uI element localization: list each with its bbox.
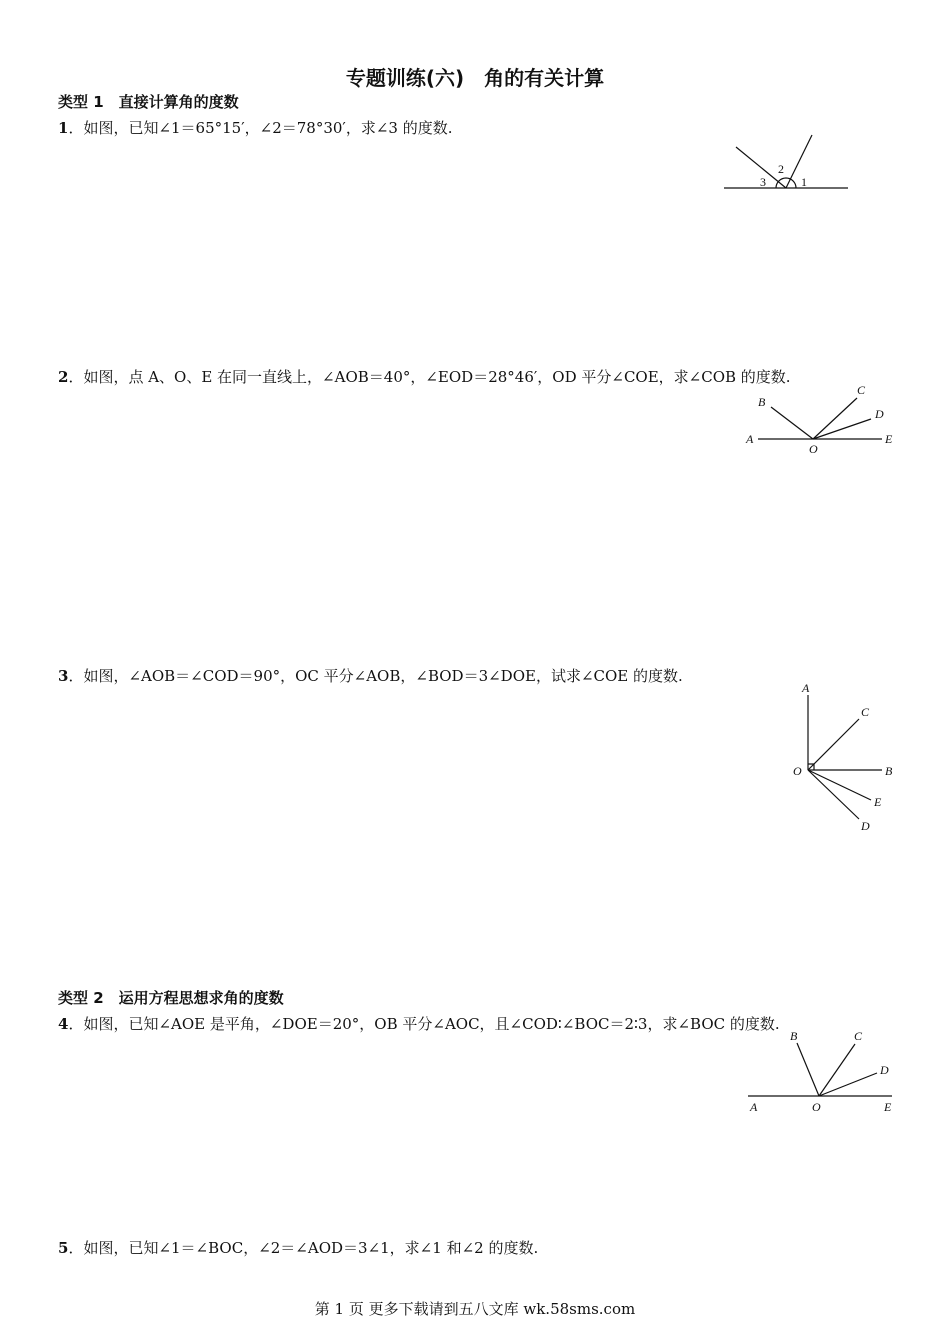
question-number: 1: [58, 119, 69, 137]
label-B: B: [758, 395, 766, 409]
question-text: ．如图，已知∠AOE 是平角，∠DOE＝20°，OB 平分∠AOC，且∠COD∶∠BOC＝2∶3，求∠BOC 的度数.: [68, 1015, 780, 1033]
label-2: 2: [778, 162, 784, 176]
question-text: ．如图，点 A、O、E 在同一直线上，∠AOB＝40°，∠EOD＝28°46′，OD 平分∠COE，求∠COB 的度数.: [68, 368, 791, 386]
label-E: E: [884, 1100, 892, 1114]
question-4: [58, 1013, 780, 1034]
section-heading-1: 类型 1 直接计算角的度数: [58, 93, 239, 111]
ray-right: [786, 135, 812, 188]
label-D: D: [880, 1063, 889, 1077]
label-D: D: [861, 819, 870, 833]
label-A: A: [746, 432, 754, 446]
label-C: C: [854, 1029, 863, 1043]
label-B: B: [790, 1029, 798, 1043]
question-text: ．如图，∠AOB＝∠COD＝90°，OC 平分∠AOB，∠BOD＝3∠DOE，试求∠COE 的度数.: [68, 667, 683, 685]
ray-OE: [808, 770, 871, 800]
page-title: 专题训练(六) 角的有关计算: [345, 66, 605, 90]
ray-OC: [813, 398, 857, 439]
label-E: E: [874, 795, 882, 809]
label-E: E: [885, 432, 893, 446]
label-O: O: [809, 442, 818, 456]
question-text: ．如图，已知∠1＝∠BOC，∠2＝∠AOD＝3∠1，求∠1 和∠2 的度数.: [68, 1239, 539, 1257]
figure-4-angles: [740, 1025, 900, 1120]
ray-OD: [813, 419, 871, 439]
question-1: [58, 117, 452, 138]
question-2: [58, 366, 791, 387]
label-A: A: [802, 681, 810, 695]
ray-OC: [819, 1044, 855, 1096]
label-D: D: [875, 407, 884, 421]
ray-OD: [819, 1073, 877, 1096]
figure-2-angles: [740, 380, 900, 460]
ray-OC: [808, 719, 859, 770]
ray-OB: [797, 1043, 819, 1096]
question-5: [58, 1237, 538, 1258]
ray-OD: [808, 770, 859, 819]
label-O: O: [812, 1100, 821, 1114]
label-1: 1: [801, 175, 807, 189]
label-3: 3: [760, 175, 766, 189]
question-text: ．如图，已知∠1＝65°15′，∠2＝78°30′，求∠3 的度数.: [68, 119, 453, 137]
page-footer: 第 1 页 更多下载请到五八文库 wk.58sms.com: [314, 1300, 636, 1318]
ray-OB: [771, 407, 813, 439]
question-number: 2: [58, 368, 69, 386]
label-A: A: [750, 1100, 758, 1114]
figure-3-angles: [790, 680, 905, 840]
label-O: O: [793, 764, 802, 778]
label-B: B: [885, 764, 893, 778]
question-number: 4: [58, 1015, 69, 1033]
label-C: C: [857, 383, 866, 397]
question-number: 3: [58, 667, 69, 685]
label-C: C: [861, 705, 870, 719]
question-3: [58, 665, 683, 686]
figure-1-angles: [720, 130, 855, 195]
section-heading-2: 类型 2 运用方程思想求角的度数: [58, 989, 284, 1007]
question-number: 5: [58, 1239, 69, 1257]
